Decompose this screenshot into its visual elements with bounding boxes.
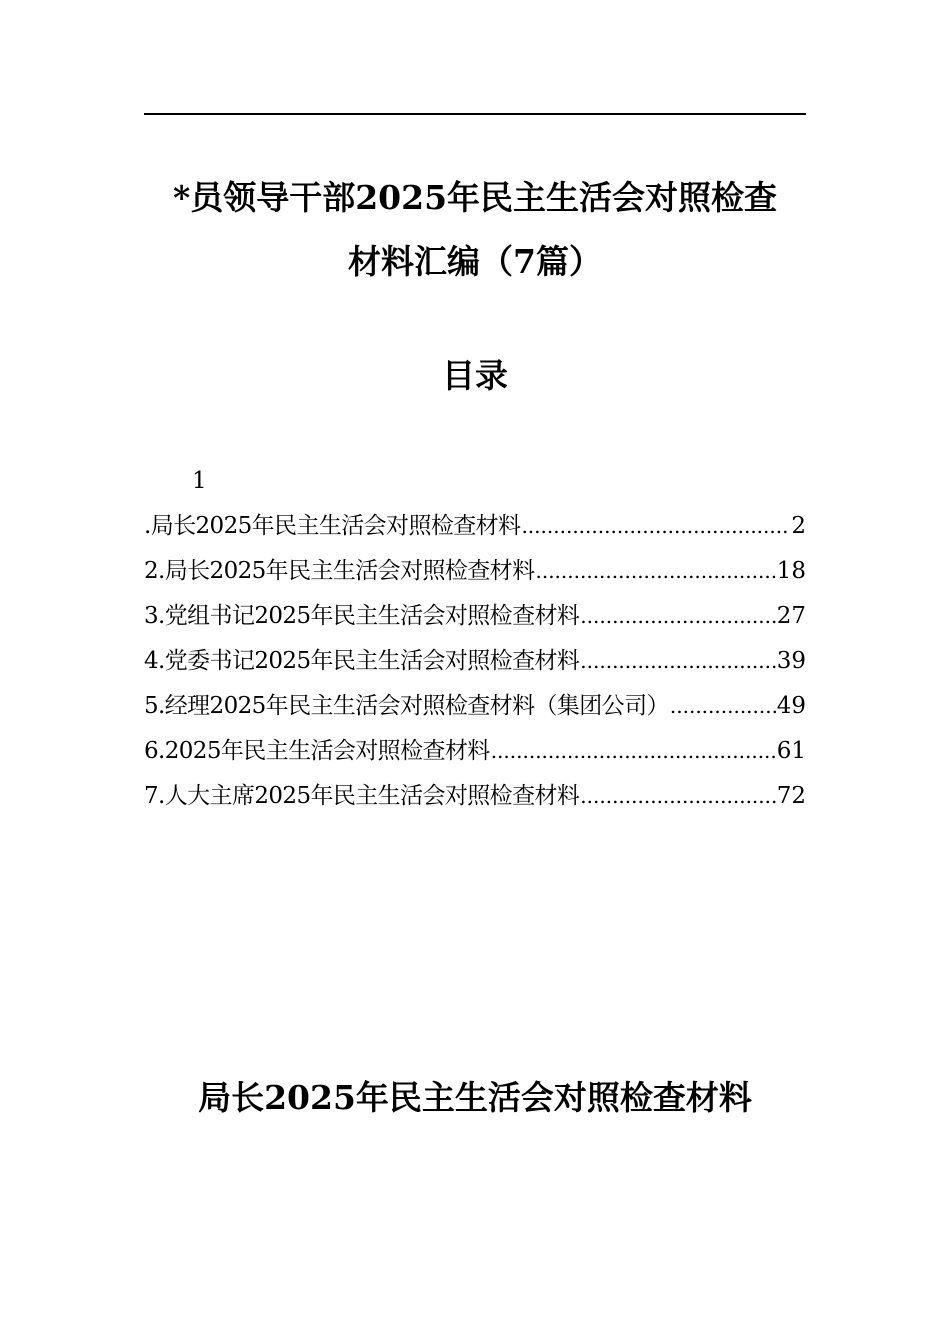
toc-entry-4[interactable]: [144, 643, 806, 688]
toc-entry-2[interactable]: [144, 553, 806, 598]
table-of-contents: [144, 508, 806, 823]
toc-entry-title: 5.经理2025年民主生活会对照检查材料（集团公司）: [144, 693, 669, 719]
toc-dot-leader: [580, 778, 775, 814]
toc-heading: 目录: [442, 356, 508, 395]
toc-page-number: 2: [791, 513, 806, 539]
toc-page-number: 61: [776, 738, 806, 764]
toc-page-number: 49: [776, 693, 806, 719]
toc-entry-title: 7.人大主席2025年民主生活会对照检查材料: [144, 783, 580, 809]
toc-entry-6[interactable]: [144, 733, 806, 778]
document-title-line-1: *员领导干部2025年民主生活会对照检查: [172, 178, 778, 217]
toc-entry-title: 2.局长2025年民主生活会对照检查材料: [144, 558, 535, 584]
toc-page-number: 39: [776, 648, 806, 674]
header-rule: [144, 113, 806, 115]
toc-stray-number: 1: [192, 468, 207, 494]
toc-entry-5[interactable]: [144, 688, 806, 733]
toc-page-number: 18: [776, 558, 806, 584]
toc-dot-leader: [670, 688, 776, 724]
toc-entry-title: .局长2025年民主生活会对照检查材料: [144, 513, 521, 539]
toc-page-number: 27: [776, 603, 806, 629]
toc-dot-leader: [580, 643, 775, 679]
toc-dot-leader: [491, 733, 776, 769]
document-title-line-2: 材料汇编（7篇）: [348, 242, 602, 281]
toc-dot-leader: [521, 508, 790, 544]
toc-entry-1[interactable]: [144, 508, 806, 553]
toc-entry-title: 6.2025年民主生活会对照检查材料: [144, 738, 490, 764]
document-title: [120, 166, 830, 294]
toc-dot-leader: [580, 598, 775, 634]
toc-entry-title: 3.党组书记2025年民主生活会对照检查材料: [144, 603, 580, 629]
toc-page-number: 72: [776, 783, 806, 809]
toc-entry-7[interactable]: [144, 778, 806, 823]
toc-dot-leader: [535, 553, 775, 589]
toc-entry-3[interactable]: [144, 598, 806, 643]
toc-entry-title: 4.党委书记2025年民主生活会对照检查材料: [144, 648, 580, 674]
section-title: 局长2025年民主生活会对照检查材料: [198, 1078, 752, 1117]
